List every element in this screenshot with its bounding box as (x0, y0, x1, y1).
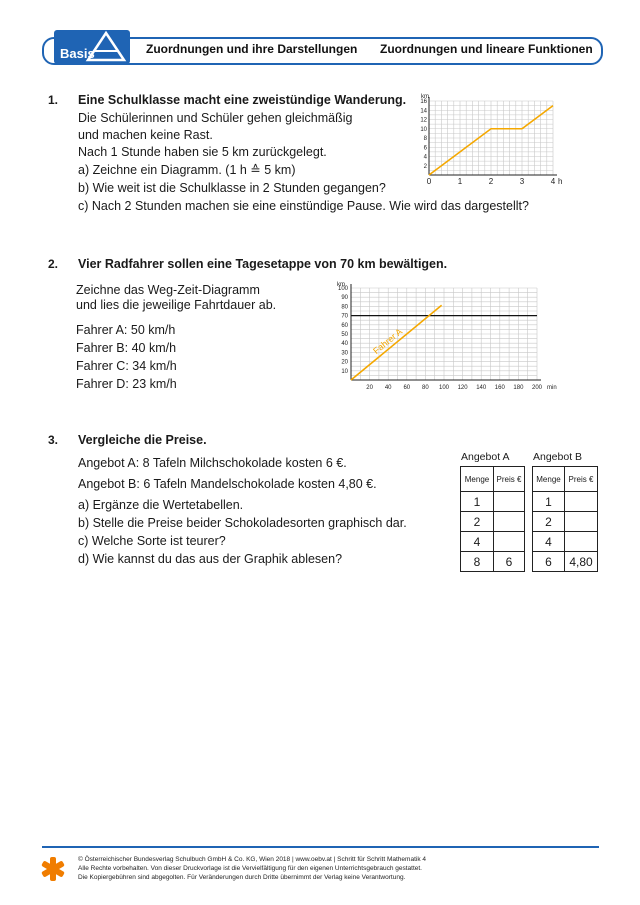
x-tick-label: 4 (550, 177, 556, 186)
table-cell (494, 492, 525, 512)
x-tick-label: 100 (438, 385, 450, 391)
table-b-title: Angebot B (533, 451, 583, 463)
task2-number: 2. (48, 257, 59, 271)
y-tick-label: 10 (420, 126, 427, 133)
y-tick-label: 6 (423, 145, 427, 152)
table-header: Preis € (565, 467, 598, 492)
task1-line: und machen keine Rast. (78, 128, 213, 142)
x-axis-label: min (547, 385, 557, 391)
task3-line: c) Welche Sorte ist teurer? (78, 534, 226, 548)
table-cell: 1 (533, 492, 565, 512)
footer-rights: Alle Rechte vorbehalten. Von dieser Druckvorlage ist die Vervielfältigung für den eigenen Unterrichtsgebrauch gestattet. (78, 865, 422, 872)
table-a-title: Angebot A (461, 451, 510, 463)
task1-number: 1. (48, 93, 59, 107)
table-header: Menge (461, 467, 494, 492)
y-tick-label: 20 (341, 359, 348, 366)
task1-line: Die Schülerinnen und Schüler gehen gleichmäßig (78, 111, 353, 125)
rider-c: Fahrer C: 34 km/h (76, 359, 177, 373)
value-table-a (460, 466, 525, 572)
chart-cyclists (325, 274, 565, 398)
x-tick-label: 0 (426, 177, 432, 186)
task2-line: und lies die jeweilige Fahrtdauer ab. (76, 298, 277, 312)
x-axis-label: h (558, 177, 563, 186)
x-tick-label: 3 (519, 177, 525, 186)
task3-title: Vergleiche die Preise. (78, 433, 207, 447)
task1-line: a) Zeichne ein Diagramm. (1 h ≙ 5 km) (78, 163, 296, 177)
y-tick-label: 8 (423, 136, 427, 142)
y-tick-label: 2 (423, 163, 427, 170)
footer-disclaimer: Die Kopiergebühren sind abgegolten. Für Veränderungen durch Dritte übernimmt der Verlag keine Verantwortung. (78, 874, 406, 881)
x-tick-label: 180 (513, 385, 524, 391)
rider-d: Fahrer D: 23 km/h (76, 377, 177, 391)
x-tick-label: 120 (457, 385, 468, 391)
y-tick-label: 70 (341, 313, 348, 320)
table-cell: 2 (533, 512, 565, 532)
y-tick-label: 4 (423, 154, 427, 161)
chart-hike (415, 84, 575, 190)
table-cell: 8 (461, 552, 494, 572)
header-chapter: Zuordnungen und lineare Funktionen (380, 42, 593, 56)
y-tick-label: 14 (420, 108, 427, 115)
series-label: Fahrer A (371, 326, 405, 357)
x-tick-label: 80 (422, 385, 429, 391)
y-tick-label: 10 (341, 368, 348, 375)
y-tick-label: 60 (341, 322, 348, 329)
y-tick-label: 40 (341, 341, 348, 348)
x-tick-label: 200 (531, 385, 543, 391)
task1-line: Nach 1 Stunde haben sie 5 km zurückgelegt. (78, 145, 327, 159)
table-header: Preis € (494, 467, 525, 492)
table-cell: 4 (533, 532, 565, 552)
y-tick-label: 90 (341, 295, 348, 302)
footer-divider (42, 846, 599, 848)
task3-line: Angebot B: 6 Tafeln Mandelschokolade kosten 4,80 €. (78, 477, 377, 491)
rider-b: Fahrer B: 40 km/h (76, 341, 177, 355)
header-topic: Zuordnungen und ihre Darstellungen (146, 42, 358, 56)
y-tick-label: 80 (341, 304, 348, 311)
x-tick-label: 20 (366, 385, 373, 391)
task3-number: 3. (48, 433, 59, 447)
table-cell (494, 512, 525, 532)
y-tick-label: 30 (341, 350, 348, 357)
series-line (351, 305, 442, 380)
x-tick-label: 140 (476, 385, 487, 391)
x-tick-label: 1 (457, 177, 463, 186)
table-cell: 6 (533, 552, 565, 572)
table-cell: 1 (461, 492, 494, 512)
task1-title: Eine Schulklasse macht eine zweistündige Wanderung. (78, 93, 407, 107)
badge-label: Basis (60, 46, 95, 61)
table-cell: 2 (461, 512, 494, 532)
footer-copyright: © Österreichischer Bundesverlag Schulbuch GmbH & Co. KG, Wien 2018 | www.oebv.at | Schritt für Schritt Mathematik 4 (78, 856, 426, 863)
y-tick-label: 12 (420, 117, 427, 124)
x-tick-label: 2 (488, 177, 494, 186)
table-cell: 4,80 (565, 552, 598, 572)
value-table-b (532, 466, 598, 572)
table-cell (565, 492, 598, 512)
task3-line: b) Stelle die Preise beider Schokoladesorten graphisch dar. (78, 516, 407, 530)
y-tick-label: 16 (420, 99, 427, 105)
x-tick-label: 40 (384, 385, 392, 391)
task2-line: Zeichne das Weg-Zeit-Diagramm (76, 283, 260, 297)
x-tick-label: 160 (494, 385, 505, 391)
task3-line: d) Wie kannst du das aus der Graphik ablesen? (78, 552, 343, 566)
table-header: Menge (533, 467, 565, 492)
y-tick-label: 50 (341, 332, 348, 338)
table-cell: 4 (461, 532, 494, 552)
y-axis-label: km (337, 282, 345, 288)
table-cell: 6 (494, 552, 525, 572)
table-cell (565, 532, 598, 552)
task3-line: Angebot A: 8 Tafeln Milchschokolade kosten 6 €. (78, 456, 347, 470)
publisher-logo-icon (40, 856, 66, 882)
table-cell (565, 512, 598, 532)
table-cell (494, 532, 525, 552)
y-axis-label: km (421, 94, 429, 100)
rider-a: Fahrer A: 50 km/h (76, 323, 176, 337)
task3-line: a) Ergänze die Wertetabellen. (78, 498, 244, 512)
task1-line: b) Wie weit ist die Schulklasse in 2 Stunden gegangen? (78, 181, 386, 195)
y-tick-label: 100 (337, 286, 348, 292)
x-tick-label: 60 (403, 385, 411, 391)
task2-title: Vier Radfahrer sollen eine Tagesetappe von 70 km bewältigen. (78, 257, 448, 271)
task1-line: c) Nach 2 Stunden machen sie eine einstündige Pause. Wie wird das dargestellt? (78, 199, 529, 213)
